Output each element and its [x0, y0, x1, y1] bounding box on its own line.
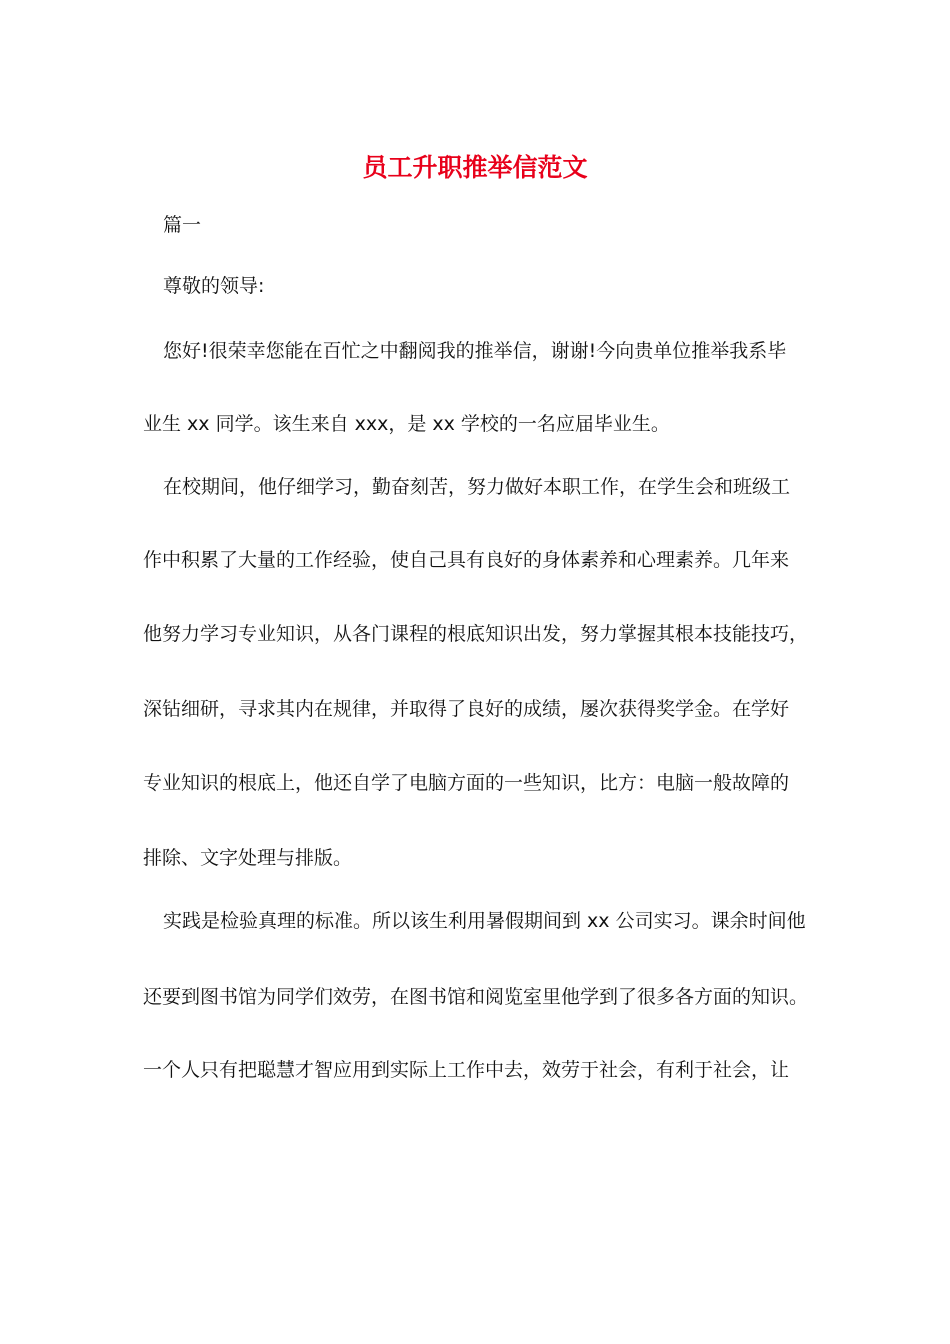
- document-title: 员工升职推举信范文: [362, 153, 588, 182]
- body-line: 作中积累了大量的工作经验，使自己具有良好的身体素养和心理素养。几年来: [143, 549, 790, 571]
- body-line: 深钻细研，寻求其内在规律，并取得了良好的成绩，屡次获得奖学金。在学好: [143, 698, 790, 720]
- body-line: 他努力学习专业知识，从各门课程的根底知识出发，努力掌握其根本技能技巧，: [143, 623, 809, 645]
- body-line: 一个人只有把聪慧才智应用到实际上工作中去，效劳于社会，有利于社会，让: [143, 1059, 790, 1081]
- body-line: 还要到图书馆为同学们效劳，在图书馆和阅览室里他学到了很多各方面的知识。: [143, 986, 809, 1008]
- body-line: 业生 xx 同学。该生来自 xxx，是 xx 学校的一名应届毕业生。: [143, 413, 670, 435]
- salutation: 尊敬的领导:: [163, 275, 265, 297]
- section-label: 篇一: [163, 214, 202, 236]
- body-line: 实践是检验真理的标准。所以该生利用暑假期间到 xx 公司实习。课余时间他: [163, 910, 806, 932]
- body-line: 专业知识的根底上，他还自学了电脑方面的一些知识，比方：电脑一般故障的: [143, 772, 790, 794]
- body-line: 排除、文字处理与排版。: [143, 847, 353, 869]
- body-line: 您好!很荣幸您能在百忙之中翻阅我的推举信，谢谢!今向贵单位推举我系毕: [163, 340, 787, 362]
- body-line: 在校期间，他仔细学习，勤奋刻苦，努力做好本职工作，在学生会和班级工: [163, 476, 791, 498]
